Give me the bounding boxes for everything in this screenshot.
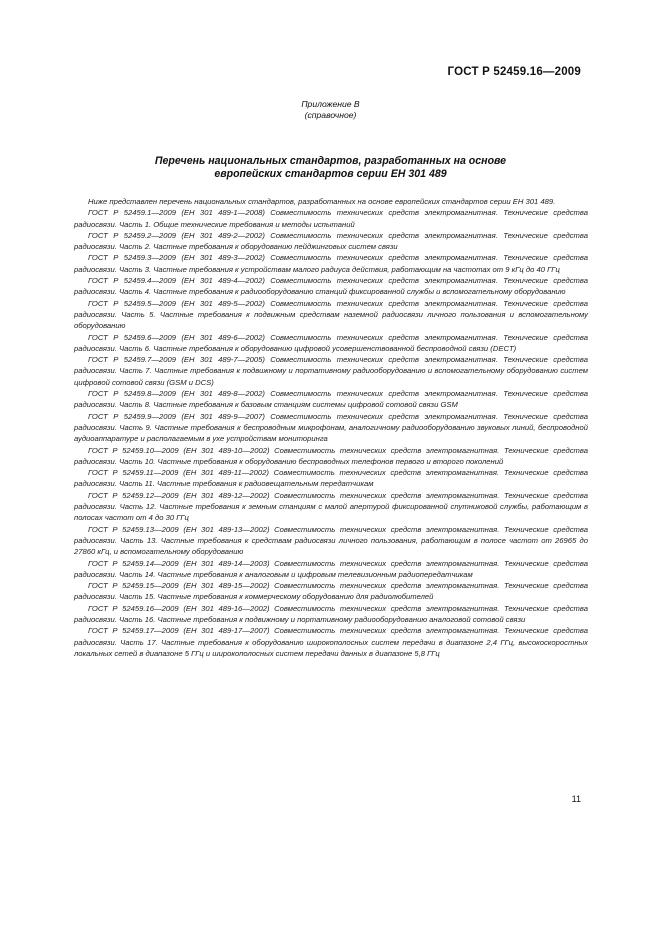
standard-entry: ГОСТ Р 52459.11—2009 (ЕН 301 489-11—2002) Совместимость технических средств электромагнитная. Технические средства радиосвязи. Часть 11. Частные требования к радиовещательным передатчикам [74,468,588,489]
document-code-header: ГОСТ Р 52459.16—2009 [447,66,581,78]
standard-entry: ГОСТ Р 52459.16—2009 (ЕН 301 489-16—2002) Совместимость технических средств электромагнитная. Технические средства радиосвязи. Часть 16. Частные требования к подвижному и портативному радиооборудованию аналоговой сотовой связи [74,603,588,624]
standard-entry: ГОСТ Р 52459.13—2009 (ЕН 301 489-13—2002) Совместимость технических средств электромагнитная. Технические средства радиосвязи. Часть 13. Частные требования к средствам радиосвязи личного пользования, работающим в полосе частот от 26965 до 27860 кГц, и вспомогательному оборудованию [74,524,588,557]
standard-entry: ГОСТ Р 52459.12—2009 (ЕН 301 489-12—2002) Совместимость технических средств электромагнитная. Технические средства радиосвязи. Часть 12. Частные требования к земным станциям с малой апертурой фиксированной спутниковой службы, работающим в полосах частот от 4 до 30 ГГц [74,490,588,523]
standard-entry: ГОСТ Р 52459.2—2009 (ЕН 301 489-2—2002) Совместимость технических средств электромагнитная. Технические средства радиосвязи. Часть 2. Частные требования к оборудованию пейджинговых систем связи [74,230,588,252]
annex-type: (справочное) [304,110,357,120]
standard-entry: ГОСТ Р 52459.5—2009 (ЕН 301 489-5—2002) Совместимость технических средств электромагнитная. Технические средства радиосвязи. Часть 5. Частные требования к подвижным средствам наземной радиосвязи личного пользования и вспомогательному оборудованию [74,298,588,331]
standard-entry: ГОСТ Р 52459.7—2009 (ЕН 301 489-7—2005) Совместимость технических средств электромагнитная. Технические средства радиосвязи. Часть 7. Частные требования к подвижному и портативному радиооборудованию и вспомогательному оборудованию систем цифровой сотовой связи (GSM и DCS) [74,355,588,387]
standard-entry: ГОСТ Р 52459.1—2009 (ЕН 301 489-1—2008) Совместимость технических средств электромагнитная. Технические средства радиосвязи. Часть 1. Общие технические требования и методы испытаний [74,208,588,229]
annex-heading [0,99,661,121]
standard-entry: ГОСТ Р 52459.14—2009 (ЕН 301 489-14—2003) Совместимость технических средств электромагнитная. Технические средства радиосвязи. Часть 14. Частные требования к аналоговым и цифровым телевизионным радиопередатчикам [74,558,588,579]
intro-paragraph: Ниже представлен перечень национальных стандартов, разработанных на основе европейских стандартов серии ЕН 301 489. [88,197,556,206]
standard-entry: ГОСТ Р 52459.17—2009 (ЕН 301 489-17—2007) Совместимость технических средств электромагнитная. Технические средства радиосвязи. Часть 17. Частные требования к оборудованию широкополосных систем передачи в диапазоне 2,4 ГГц, высокоскоростных локальных сетей в диапазоне 5 ГГц и широкополосных систем передачи данных в диапазоне 5,8 ГГц [74,626,588,658]
standard-entry: ГОСТ Р 52459.15—2009 (ЕН 301 489-15—2002) Совместимость технических средств электромагнитная. Технические средства радиосвязи. Часть 15. Частные требования к коммерческому оборудованию для радиолюбителей [74,581,588,602]
page-number: 11 [571,794,581,804]
standard-entry: ГОСТ Р 52459.10—2009 (ЕН 301 489-10—2002) Совместимость технических средств электромагнитная. Технические средства радиосвязи. Часть 10. Частные требования к оборудованию беспроводных телефонов первого и второго поколений [74,445,588,466]
standard-entry: ГОСТ Р 52459.9—2009 (ЕН 301 489-9—2007) Совместимость технических средств электромагнитная. Технические средства радиосвязи. Часть 9. Частные требования к беспроводным микрофонам, аналогичному радиооборудованию звуковых линий, беспроводной аудиоаппаратуре и располагаемым в ухе устройствам мониторинга [74,411,588,444]
section-title [0,155,661,181]
standard-entry: ГОСТ Р 52459.8—2009 (ЕН 301 489-8—2002) Совместимость технических средств электромагнитная. Технические средства радиосвязи. Часть 8. Частные требования к базовым станциям системы цифровой сотовой связи GSM [74,389,588,410]
section-title-line-2: европейских стандартов серии ЕН 301 489 [214,168,447,180]
section-title-line-1: Перечень национальных стандартов, разработанных на основе [154,155,507,167]
standard-entry: ГОСТ Р 52459.6—2009 (ЕН 301 489-6—2002) Совместимость технических средств электромагнитная. Технические средства радиосвязи. Часть 6. Частные требования к оборудованию цифровой усовершенствованной беспроводной связи (DECT) [74,332,588,353]
body-text [74,196,588,659]
standard-entry: ГОСТ Р 52459.4—2009 (ЕН 301 489-4—2002) Совместимость технических средств электромагнитная. Технические средства радиосвязи. Часть 4. Частные требования к радиооборудованию станций фиксированной службы и вспомогательному оборудованию [74,276,588,297]
standard-entry: ГОСТ Р 52459.3—2009 (ЕН 301 489-3—2002) Совместимость технических средств электромагнитная. Технические средства радиосвязи. Часть 3. Частные требования к устройствам малого радиуса действия, работающим на частотах от 9 кГц до 40 ГГц [74,253,588,274]
annex-name: Приложение В [301,99,360,109]
